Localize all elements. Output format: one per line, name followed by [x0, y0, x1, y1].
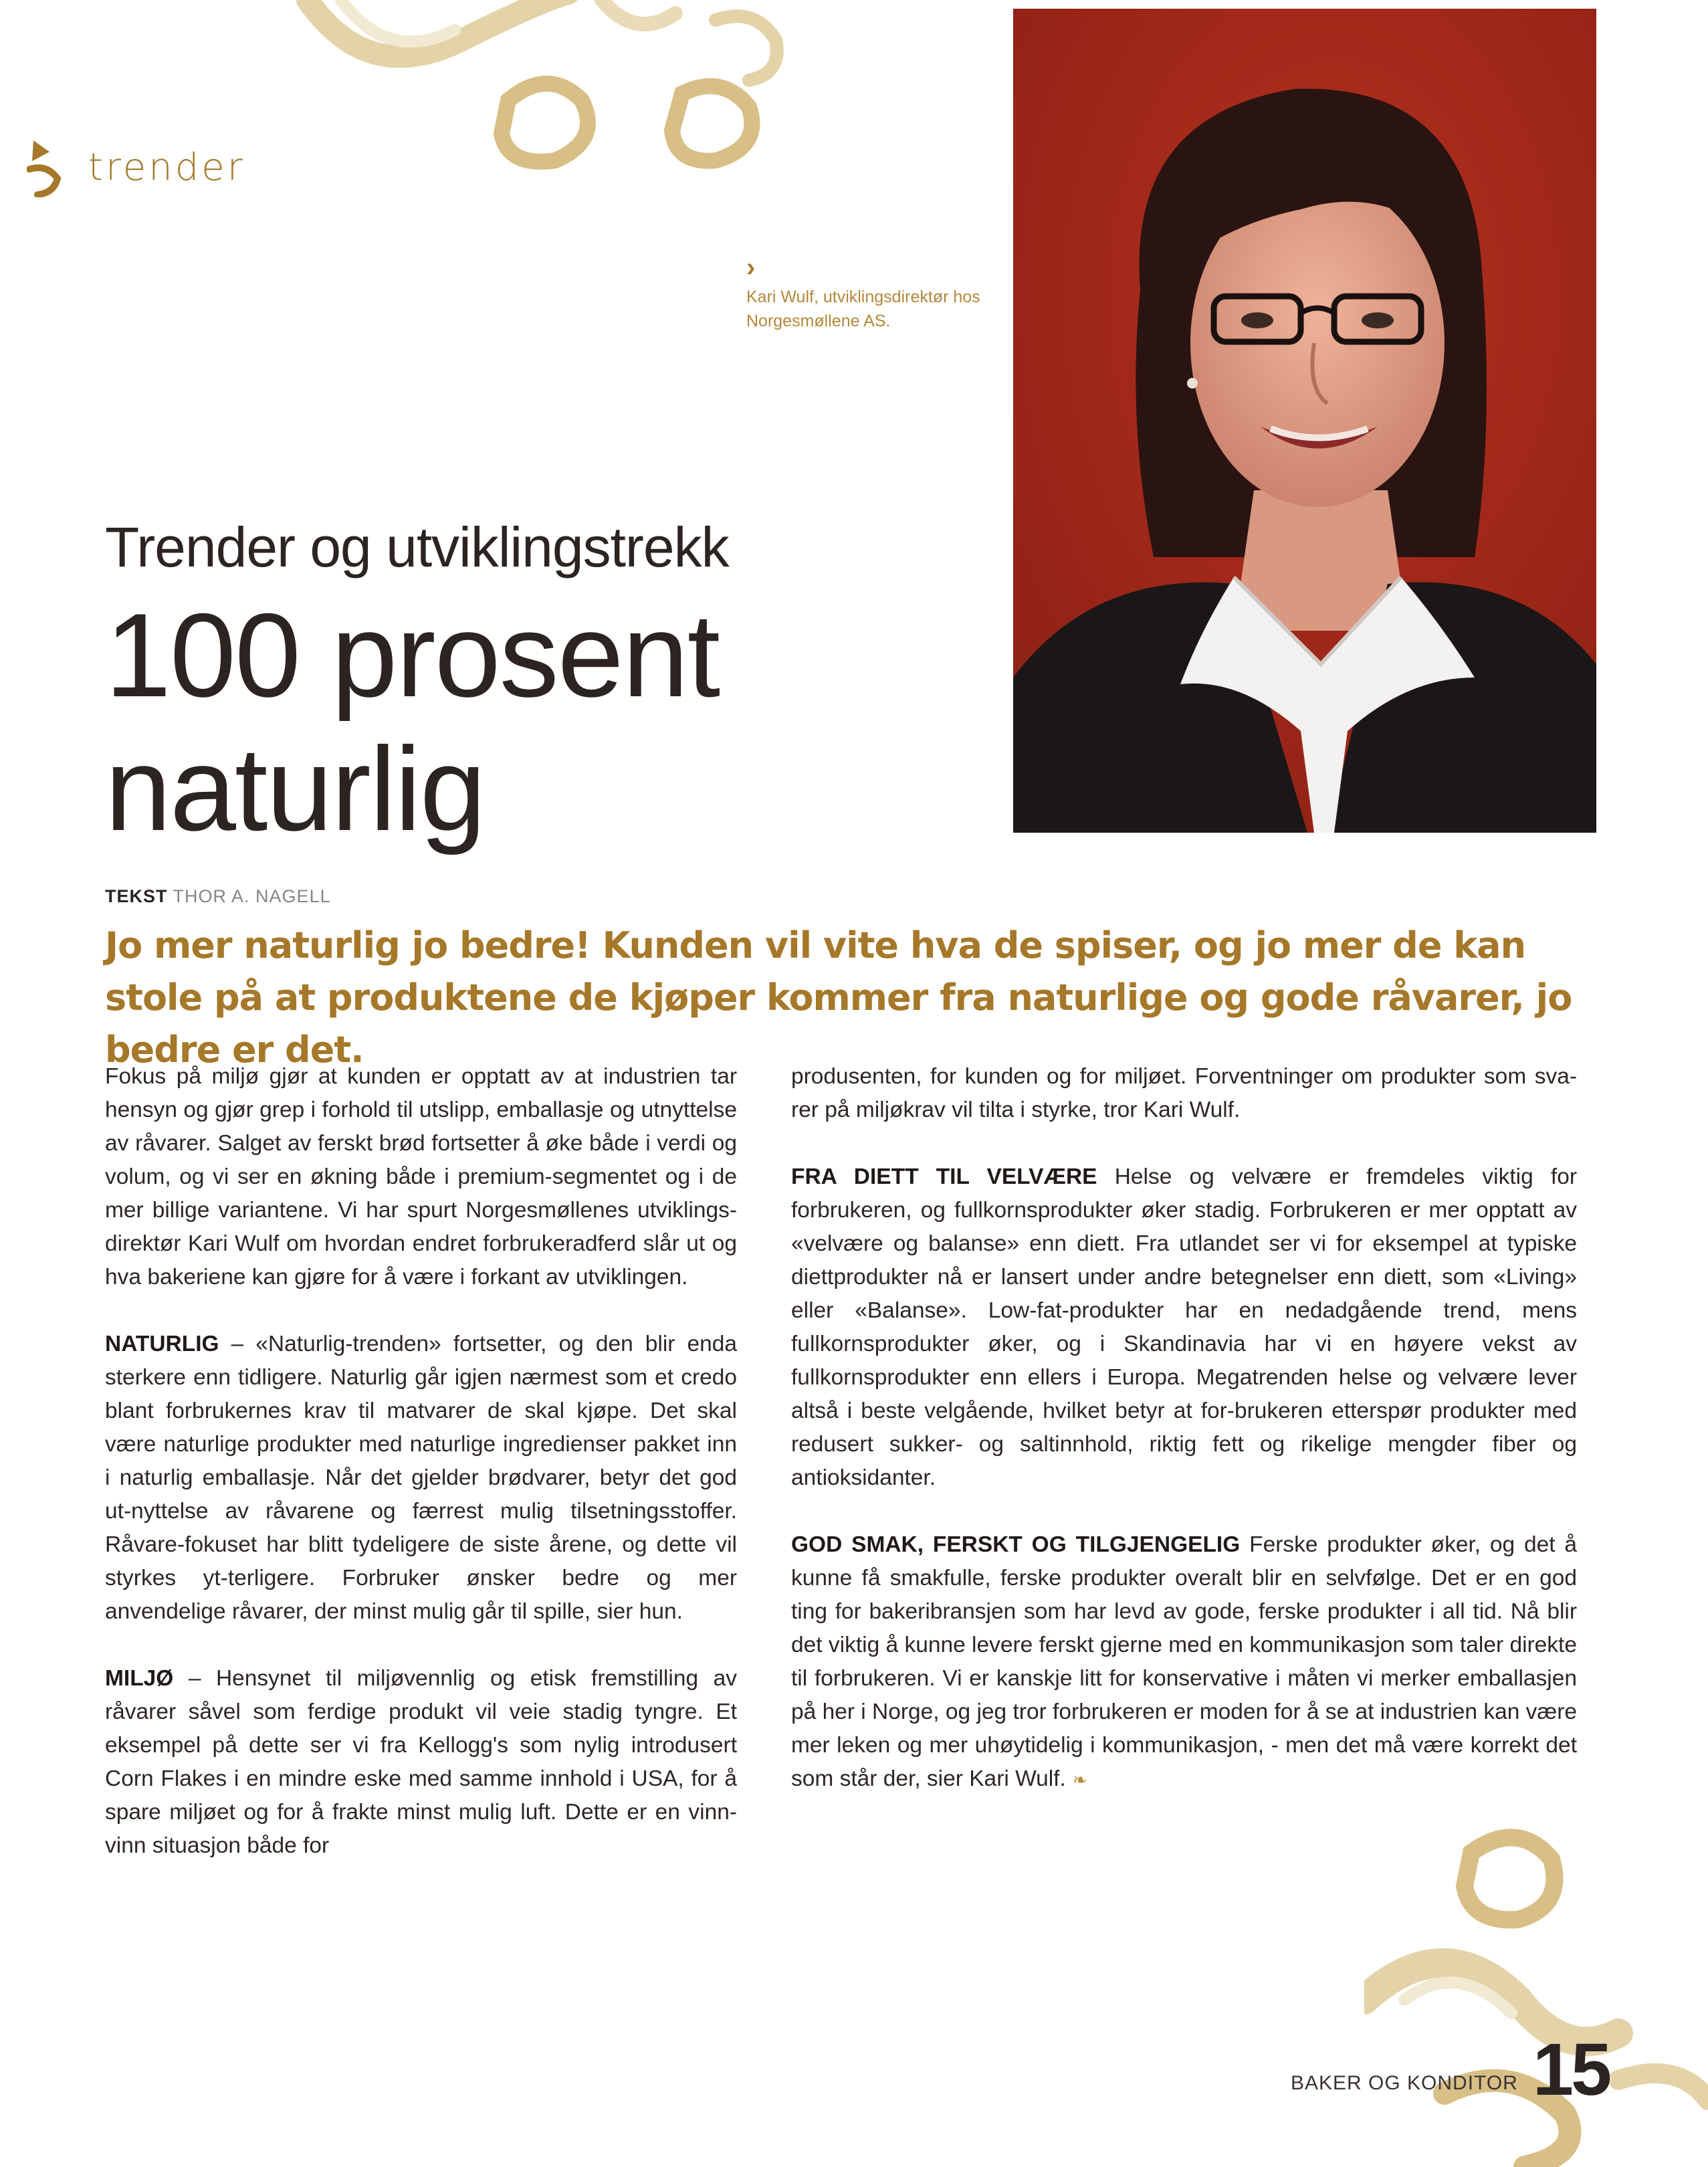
section-smak — [791, 1528, 1577, 1796]
section-naturlig — [105, 1328, 737, 1629]
article-kicker: Trender og utviklingstrekk — [105, 516, 729, 579]
page-number: 15 — [1532, 2029, 1610, 2111]
body-column-left — [105, 1060, 737, 1896]
section-name: trender — [88, 145, 245, 189]
decorative-swirl-top — [288, 0, 796, 201]
section-miljo — [105, 1662, 737, 1863]
section-heading-naturlig: NATURLIG — [105, 1332, 219, 1356]
section-text-smak: Ferske produkter øker, og det å kunne få smakfulle, ferske produkter overalt blir en selvfølge. Det er en god ting for bakeribransjen som har levd av gode, ferske produkter i all tid. Nå blir det viktig å kunne levere ferskt gjerne med en kommunikasjon som taler direkte til forbrukeren. Vi er kanskje litt for konservative i måten vi merker emballasjen på her i Norge, og jeg tror forbrukeren er moden for å se at industrien kan være mer leken og mer uhøytidelig i kommunikasjon, - men det må være korrekt det som står der, sier Kari Wulf. — [791, 1532, 1577, 1791]
section-heading-smak: GOD SMAK, FERSKT OG TILGJENGELIG — [791, 1532, 1241, 1557]
caption-arrow-icon: › — [746, 253, 756, 282]
section-text-naturlig: – «Naturlig-trenden» fortsetter, og den blir enda sterkere enn tidligere. Naturlig går igjen nærmest som et credo blant forbrukernes krav til matvarer de skal kjøpe. Det skal være naturlige produkter med naturlige ingredienser pakket inn i naturlig emballasje. Når det gjelder brødvarer, betyr det god ut-nyttelse av råvarene og færrest mulig tilsetningsstoffer. Råvare-fokuset har blitt tydeligere de siste årene, og dette vil styrkes yt-terligere. Forbruker ønsker bedre og mer anvendelige råvarer, der minst mulig går til spille, sier hun. — [105, 1332, 737, 1624]
section-heading-miljo: MILJØ — [105, 1666, 174, 1691]
caption-text: Kari Wulf, utviklingsdirektør hos Norgesmøllene AS. — [746, 288, 980, 330]
section-miljo-continued: produsenten, for kunden og for miljøet. Forventninger om produkter som sva-rer på miljøkrav vil tilta i styrke, tror Kari Wulf. — [791, 1064, 1577, 1122]
magazine-name: BAKER OG KONDITOR — [1291, 2072, 1518, 2094]
paragraph-intro: Fokus på miljø gjør at kunden er opptatt av at industrien tar hensyn og gjør grep i forhold til utslipp, emballasje og utnyttelse av råvarer. Salget av ferskt brød fortsetter å øke både i verdi og volum, og vi ser en økning både i premium-segmentet og i de mer billige variantene. Vi har spurt Norgesmøllenes utviklings-direktør Kari Wulf om hvordan endret forbrukeradferd slår ut og hva bakeriene kan gjøre for å være i forkant av utviklingen. — [105, 1064, 737, 1289]
section-heading-diett: FRA DIETT TIL VELVÆRE — [791, 1164, 1097, 1189]
section-text-diett: Helse og velvære er fremdeles viktig for forbrukeren, og fullkornsprodukter øker stadig. Forbrukeren er mer opptatt av «velvære og balanse» enn diett. Fra utlandet ser vi for eksempel at typiske diettprodukter nå er lansert under andre betegnelser enn diett, som «Living» eller «Balanse». Low-fat-produkter har en nedadgående trend, mens fullkornsprodukter øker, og i Skandinavia har vi en høyere vekst av fullkornsprodukter enn ellers i Europa. Megatrenden helse og velvære lever altså i beste velgående, hvilket betyr at for-brukeren etterspør produkter med redusert sukker- og saltinnhold, riktig fett og rikelige mengder fiber og antioksidanter. — [791, 1164, 1577, 1490]
article-headline: 100 prosent naturlig — [105, 589, 720, 855]
portrait-photo — [1013, 9, 1596, 833]
photo-caption — [746, 254, 987, 333]
section-diett — [791, 1160, 1577, 1495]
section-text-miljo: – Hensynet til miljøvennlig og etisk fremstilling av råvarer såvel som ferdige produkt vil veie stadig tyngre. Et eksempel på dette ser vi fra Kellogg's som nylig introdusert Corn Flakes i en mindre eske med samme innhold i USA, for å spare miljøet og for å frakte minst mulig luft. Dette er en vinn-vinn situasjon både for — [105, 1666, 737, 1858]
page-footer — [1291, 2029, 1610, 2111]
trefoil-swirl-icon — [27, 137, 63, 197]
byline-name: THOR A. NAGELL — [173, 886, 331, 906]
byline-label: TEKST — [105, 886, 168, 906]
end-mark-icon: ❧ — [1072, 1770, 1087, 1790]
byline — [105, 886, 331, 907]
section-tag — [27, 137, 245, 197]
body-column-right — [791, 1060, 1577, 1830]
article-lead: Jo mer naturlig jo bedre! Kunden vil vite hva de spiser, og jo mer de kan stole på at produktene de kjøper kommer fra naturlige og gode råvarer, jo bedre er det. — [105, 924, 1572, 1071]
